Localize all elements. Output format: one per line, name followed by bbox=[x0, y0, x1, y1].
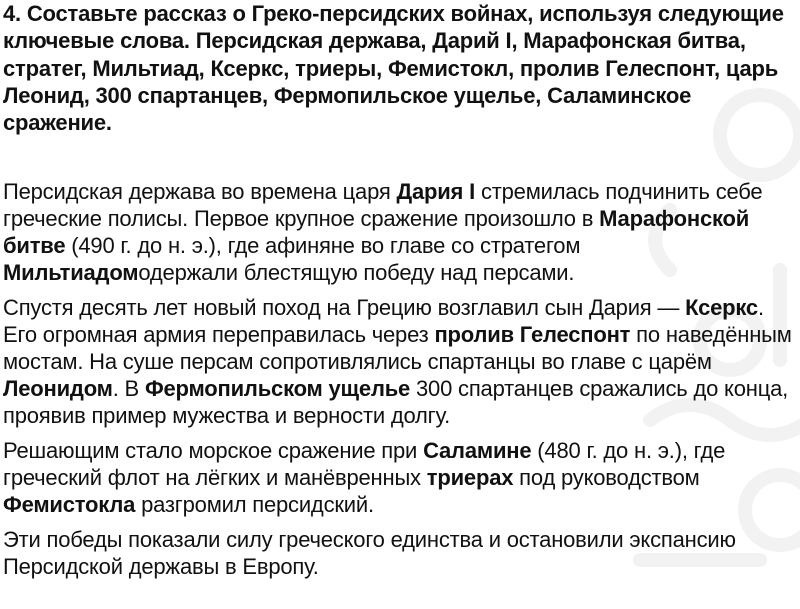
answer-paragraph-1 bbox=[3, 178, 800, 286]
keyword: Ксеркс bbox=[685, 295, 758, 320]
answer-paragraph-4 bbox=[3, 526, 800, 580]
keyword: Марафонской битве bbox=[3, 206, 750, 258]
text-segment: (480 г. до н. э.), где греческий флот на лёгких и манёвренных bbox=[3, 438, 726, 490]
keyword: пролив Гелеспонт bbox=[434, 322, 631, 347]
text-segment: Персидская держава во времена царя bbox=[3, 179, 397, 204]
text-segment: . Его огромная армия переправилась через bbox=[3, 295, 764, 347]
text-segment: под руководством bbox=[513, 465, 700, 490]
text-segment: по наведённым мостам. На суше персам сопротивлялись спартанцы во главе с царём bbox=[3, 322, 792, 374]
text-segment: разгромил персидский. bbox=[135, 492, 374, 517]
text-segment: одержали блестящую победу над персами. bbox=[138, 260, 575, 285]
text-segment: . В bbox=[112, 376, 145, 401]
keyword: Леонидом bbox=[3, 376, 113, 401]
keyword: Фемистокла bbox=[3, 492, 136, 517]
task-statement: 4. Составьте рассказ о Греко-персидских войнах, используя следующие ключевые слова. Персидская держава, Дарий I, Марафонская битва, стратег, Мильтиад, Ксеркс, триеры, Фемистокл, пролив Гелеспонт, царь Леонид, 300 спартанцев, Фермопильское ущелье, Саламинское сражение. bbox=[3, 1, 784, 136]
text-segment: Эти победы показали силу греческого единства и остановили экспансию Персидской державы в Европу. bbox=[3, 527, 736, 579]
keyword: триерах bbox=[426, 465, 514, 490]
text-segment: стремилась подчинить себе греческие полисы. Первое крупное сражение произошло в bbox=[3, 179, 763, 231]
text-segment: 300 спартанцев сражались до конца, проявив пример мужества и верности долгу. bbox=[3, 376, 789, 428]
keyword: Мильтиадом bbox=[3, 260, 139, 285]
answer-paragraph-3 bbox=[3, 437, 800, 518]
keyword: Дария I bbox=[396, 179, 476, 204]
keyword: Саламине bbox=[423, 438, 532, 463]
answer-paragraph-2 bbox=[3, 294, 800, 429]
answer-text bbox=[3, 178, 800, 580]
text-segment: Спустя десять лет новый поход на Грецию возглавил сын Дария — bbox=[3, 295, 686, 320]
text-segment: Решающим стало морское сражение при bbox=[3, 438, 424, 463]
text-segment: (490 г. до н. э.), где афиняне во главе со стратегом bbox=[65, 233, 581, 258]
keyword: Фермопильском ущелье bbox=[144, 376, 411, 401]
